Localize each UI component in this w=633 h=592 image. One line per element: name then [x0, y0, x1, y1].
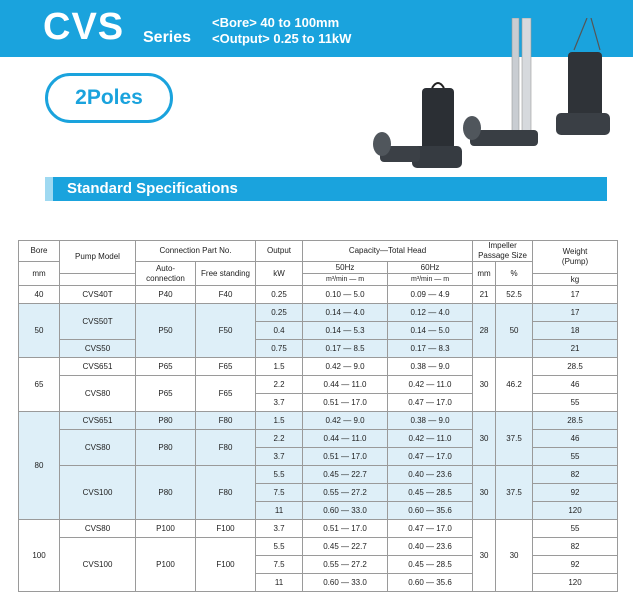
- impeller-mm-header: mm: [473, 262, 496, 286]
- output-cell: 7.5: [256, 556, 303, 574]
- impeller-mm-cell: 28: [473, 304, 496, 358]
- weight-cell: 21: [533, 340, 618, 358]
- flange: [463, 116, 481, 140]
- model-cell: CVS100: [60, 466, 136, 520]
- impeller-pct-cell: 46.2: [496, 358, 533, 412]
- capacity-60-cell: 0.47 — 17.0: [388, 520, 473, 538]
- free-cell: F65: [196, 376, 256, 412]
- output-cell: 5.5: [256, 466, 303, 484]
- impeller-pct-header: %: [496, 262, 533, 286]
- capacity-60-cell: 0.40 — 23.6: [388, 466, 473, 484]
- weight-cell: 17: [533, 286, 618, 304]
- impeller-mm-cell: 30: [473, 520, 496, 592]
- flange: [373, 132, 391, 156]
- free-cell: F40: [196, 286, 256, 304]
- model-cell: CVS651: [60, 412, 136, 430]
- capacity-50-cell: 0.51 — 17.0: [303, 520, 388, 538]
- auto-cell: P50: [136, 304, 196, 358]
- output-unit: kW: [256, 262, 303, 286]
- capacity-unit-50: m³/min — m: [303, 274, 388, 286]
- table-row: [19, 412, 618, 430]
- bore-cell: 50: [19, 304, 60, 358]
- free-cell: F80: [196, 412, 256, 430]
- guide-pipe: [512, 18, 519, 138]
- capacity-50-cell: 0.60 — 33.0: [303, 574, 388, 592]
- poles-badge: 2Poles: [45, 73, 173, 123]
- bore-cell: 65: [19, 358, 60, 412]
- output-cell: 1.5: [256, 412, 303, 430]
- pump-casing: [556, 113, 610, 135]
- weight-cell: 55: [533, 520, 618, 538]
- hz60-header: 60Hz: [388, 262, 473, 274]
- bore-spec: <Bore> 40 to 100mm: [212, 15, 340, 30]
- auto-cell: P65: [136, 358, 196, 376]
- capacity-50-cell: 0.44 — 11.0: [303, 376, 388, 394]
- table-row: [19, 466, 618, 484]
- free-standing-header: Free standing: [196, 262, 256, 286]
- free-cell: F65: [196, 358, 256, 376]
- auto-cell: P40: [136, 286, 196, 304]
- capacity-50-cell: 0.45 — 22.7: [303, 466, 388, 484]
- auto-connection-header: Auto- connection: [136, 262, 196, 286]
- output-cell: 7.5: [256, 484, 303, 502]
- output-cell: 3.7: [256, 394, 303, 412]
- output-header: Output: [256, 241, 303, 262]
- weight-cell: 120: [533, 574, 618, 592]
- impeller-mm-cell: 21: [473, 286, 496, 304]
- weight-cell: 120: [533, 502, 618, 520]
- weight-header: Weight (Pump): [533, 241, 618, 274]
- bore-header: Bore: [19, 241, 60, 262]
- impeller-pct-cell: 30: [496, 520, 533, 592]
- weight-cell: 46: [533, 430, 618, 448]
- auto-cell: P80: [136, 430, 196, 466]
- output-cell: 0.25: [256, 286, 303, 304]
- capacity-60-cell: 0.45 — 28.5: [388, 556, 473, 574]
- output-cell: 3.7: [256, 520, 303, 538]
- weight-cell: 92: [533, 556, 618, 574]
- impeller-mm-cell: 30: [473, 466, 496, 520]
- lifting-chain: [574, 18, 600, 50]
- pump-photo: [372, 18, 622, 188]
- capacity-60-cell: 0.45 — 28.5: [388, 484, 473, 502]
- capacity-50-cell: 0.45 — 22.7: [303, 538, 388, 556]
- spec-table: [18, 240, 618, 592]
- capacity-60-cell: 0.38 — 9.0: [388, 358, 473, 376]
- free-cell: F80: [196, 466, 256, 520]
- bore-cell: 40: [19, 286, 60, 304]
- impeller-pct-cell: 52.5: [496, 286, 533, 304]
- weight-cell: 28.5: [533, 358, 618, 376]
- bore-cell: 100: [19, 520, 60, 592]
- capacity-60-cell: 0.09 — 4.9: [388, 286, 473, 304]
- weight-cell: 46: [533, 376, 618, 394]
- capacity-60-cell: 0.60 — 35.6: [388, 502, 473, 520]
- capacity-60-cell: 0.47 — 17.0: [388, 394, 473, 412]
- capacity-50-cell: 0.44 — 11.0: [303, 430, 388, 448]
- model-cell: CVS100: [60, 538, 136, 592]
- capacity-50-cell: 0.51 — 17.0: [303, 394, 388, 412]
- bore-cell: 80: [19, 412, 60, 520]
- pump-model-header: Pump Model: [60, 241, 136, 274]
- auto-cell: P80: [136, 466, 196, 520]
- capacity-60-cell: 0.47 — 17.0: [388, 448, 473, 466]
- auto-cell: P65: [136, 376, 196, 412]
- impeller-pct-cell: 37.5: [496, 412, 533, 466]
- output-spec: <Output> 0.25 to 11kW: [212, 31, 352, 46]
- auto-cell: P80: [136, 412, 196, 430]
- impeller-mm-cell: 30: [473, 358, 496, 412]
- series-word: Series: [143, 29, 192, 46]
- model-cell: CVS50T: [60, 304, 136, 340]
- guide-pipe: [522, 18, 531, 138]
- auto-cell: P100: [136, 520, 196, 538]
- capacity-50-cell: 0.17 — 8.5: [303, 340, 388, 358]
- weight-cell: 82: [533, 538, 618, 556]
- free-cell: F80: [196, 430, 256, 466]
- model-cell: CVS80: [60, 376, 136, 412]
- capacity-50-cell: 0.14 — 4.0: [303, 304, 388, 322]
- output-cell: 11: [256, 502, 303, 520]
- bore-unit: mm: [19, 262, 60, 286]
- free-cell: F50: [196, 304, 256, 358]
- model-cell: CVS40T: [60, 286, 136, 304]
- connection-header: Connection Part No.: [136, 241, 256, 262]
- weight-cell: 18: [533, 322, 618, 340]
- table-row: [19, 286, 618, 304]
- capacity-header: Capacity—Total Head: [303, 241, 473, 262]
- impeller-header: Impeller Passage Size: [473, 241, 533, 262]
- output-cell: 2.2: [256, 376, 303, 394]
- capacity-60-cell: 0.38 — 9.0: [388, 412, 473, 430]
- weight-cell: 55: [533, 448, 618, 466]
- capacity-60-cell: 0.42 — 11.0: [388, 430, 473, 448]
- capacity-50-cell: 0.42 — 9.0: [303, 358, 388, 376]
- table-row: [19, 358, 618, 376]
- capacity-60-cell: 0.17 — 8.3: [388, 340, 473, 358]
- model-cell: CVS651: [60, 358, 136, 376]
- impeller-pct-cell: 50: [496, 304, 533, 358]
- capacity-50-cell: 0.42 — 9.0: [303, 412, 388, 430]
- capacity-60-cell: 0.60 — 35.6: [388, 574, 473, 592]
- weight-cell: 55: [533, 394, 618, 412]
- series-name: CVS: [43, 6, 125, 48]
- capacity-60-cell: 0.40 — 23.6: [388, 538, 473, 556]
- capacity-60-cell: 0.14 — 5.0: [388, 322, 473, 340]
- handle: [432, 83, 444, 88]
- output-cell: 0.75: [256, 340, 303, 358]
- output-cell: 5.5: [256, 538, 303, 556]
- output-cell: 1.5: [256, 358, 303, 376]
- model-cell: CVS80: [60, 430, 136, 466]
- capacity-50-cell: 0.55 — 27.2: [303, 556, 388, 574]
- table-row: [19, 304, 618, 322]
- weight-unit: kg: [533, 274, 618, 286]
- weight-cell: 82: [533, 466, 618, 484]
- table-row: [19, 520, 618, 538]
- output-cell: 11: [256, 574, 303, 592]
- capacity-50-cell: 0.55 — 27.2: [303, 484, 388, 502]
- section-header: [45, 177, 607, 201]
- impeller-pct-cell: 37.5: [496, 466, 533, 520]
- pump-model-spacer: [60, 274, 136, 286]
- output-cell: 0.4: [256, 322, 303, 340]
- capacity-50-cell: 0.14 — 5.3: [303, 322, 388, 340]
- capacity-50-cell: 0.10 — 5.0: [303, 286, 388, 304]
- capacity-60-cell: 0.12 — 4.0: [388, 304, 473, 322]
- section-strip: [45, 177, 53, 201]
- output-cell: 0.25: [256, 304, 303, 322]
- output-cell: 2.2: [256, 430, 303, 448]
- impeller-mm-cell: 30: [473, 412, 496, 466]
- model-cell: CVS80: [60, 520, 136, 538]
- free-cell: F100: [196, 538, 256, 592]
- weight-cell: 28.5: [533, 412, 618, 430]
- hz50-header: 50Hz: [303, 262, 388, 274]
- capacity-50-cell: 0.51 — 17.0: [303, 448, 388, 466]
- free-cell: F100: [196, 520, 256, 538]
- weight-cell: 17: [533, 304, 618, 322]
- weight-cell: 92: [533, 484, 618, 502]
- section-title: Standard Specifications: [67, 180, 238, 197]
- capacity-50-cell: 0.60 — 33.0: [303, 502, 388, 520]
- capacity-unit-60: m³/min — m: [388, 274, 473, 286]
- capacity-60-cell: 0.42 — 11.0: [388, 376, 473, 394]
- output-cell: 3.7: [256, 448, 303, 466]
- model-cell: CVS50: [60, 340, 136, 358]
- auto-cell: P100: [136, 538, 196, 592]
